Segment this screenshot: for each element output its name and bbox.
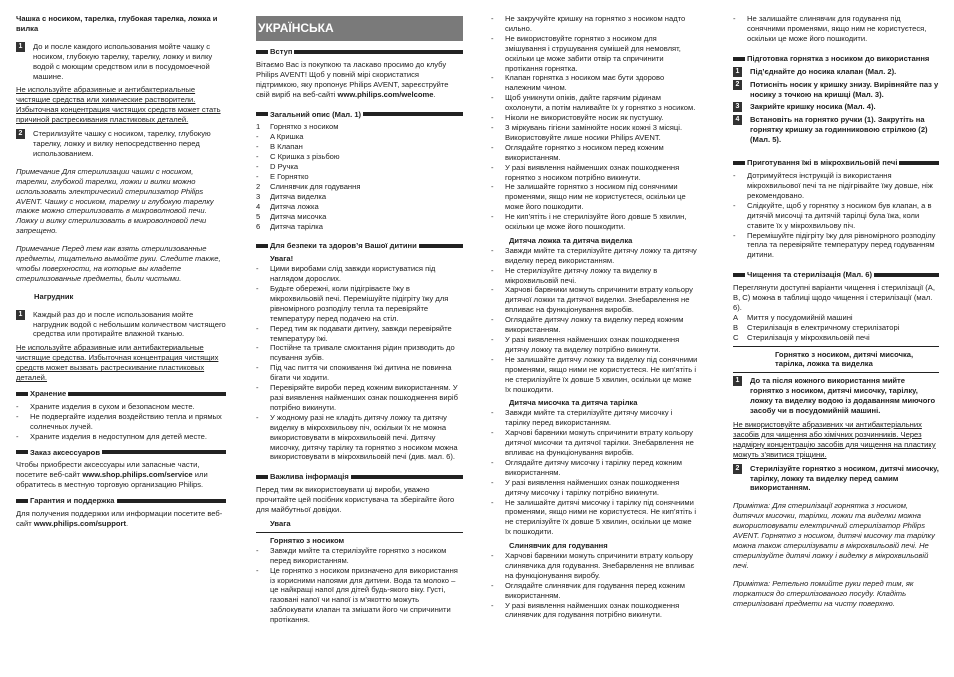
list-bullet: - [256,545,259,555]
list-item [491,478,698,498]
enum-value: B Клапан [270,142,303,152]
list-item [491,581,698,601]
section-title: Важлива інформація [270,472,349,482]
list-item-text: Слідкуйте, щоб у горнятку з носиком був клапан, а в дитячій мисочці та дитячій тарілці була їжа, коли ставите їх у мікрохвильову піч. [747,200,932,230]
section-header [16,448,226,458]
list-item-text: Будьте обережні, коли підігріваєте їжу в мікрохвильовій печі. Перемішуйте підігріту їжу для рівномірного розподілу тепла та перевіряйте температуру перед подачею на стіл. [270,284,449,323]
step-number: 1 [16,42,25,52]
list-item [256,264,463,284]
list-bullet: - [491,285,494,295]
enum-value: Дитяча виделка [270,191,327,201]
step-text: Потисніть носик у кришку знизу. Вирівняйте паз у носику з точкою на кришці (Мал. 3). [750,79,939,99]
list-item [491,34,698,74]
enum-key: - [256,152,259,162]
list-item-text: З міркувань гігієни замінюйте носик кожні 3 місяці. Використовуйте лише носики Philips AVENT. [505,122,683,142]
section-header [256,110,463,120]
list-bullet: - [491,73,494,83]
subheading: Увага! [270,254,294,264]
step-text: До и после каждого использования мойте чашку с носиком, глубокую тарелку, тарелку, ложку и вилку водой с моющим средством или в посудомоечной машине. [33,41,213,81]
list-bullet: - [491,122,494,132]
text: или обратитесь в местную торговую организацию Philips. [16,470,208,490]
list-item [491,93,698,113]
column-ukrainian-2 [491,14,698,620]
enum-item [256,162,463,172]
enum-item [256,132,463,142]
list-item-text: Перед тим як подавати дитину, завжди перевіряйте температуру їжі. [270,323,452,343]
list-item-text: У разі виявлення найменших ознак пошкодження дитячу мисочку і тарілку потрібно викинути. [505,477,680,497]
list-item [733,231,939,261]
list-item-text: Не кип’ятіть і не стерилізуйте його довше 5 хвилин, оскільки це може його пошкодити. [505,212,687,232]
step-item [733,67,939,77]
list-item-text: Не закручуйте кришку на горнятко з носиком надто сильно. [505,14,686,33]
list-bullet: - [491,14,494,23]
list-item-text: Постійне та тривале смоктання рідин призводить до псування зубів. [270,343,455,363]
enum-value: C Кришка з різьбою [270,152,340,162]
warning-text: Не используйте абразивные и антибактериальные чистящие средства или химические растворители. Избыточная концентрация чистящих средств может стать причиной растрескивания пластиковых деталей. [16,85,221,125]
list-item [491,14,698,34]
subheading: Слинявчик для годування [509,541,608,551]
step-number: 1 [733,67,742,77]
text: Для получения поддержки или информации посетите веб-сайт [16,509,223,528]
list-item [256,363,463,383]
list-item [256,546,463,566]
step-item [733,115,939,145]
list-item [733,171,939,201]
prep-steps [733,67,939,146]
section-header [16,389,226,399]
language-title: УКРАЇНСЬКА [256,16,463,41]
section-title: Хранение [30,389,67,398]
list-item [491,551,698,581]
list-item [491,123,698,143]
enum-value: Слинявчик для годування [270,181,361,191]
column-russian [16,14,226,529]
list-bullet: - [491,457,494,467]
enum-key: A [733,312,739,322]
list-item-text: Не залишайте горнятко з носиком під сонячними променями, якщо ним не користуєтеся, оскільки це може його пошкодити. [505,182,686,212]
section-header [733,270,939,280]
step-text: Каждый раз до и после использования мойте нагрудник водой с небольшим количеством чистящего средства или протирайте влажной тканью. [33,309,226,339]
list-item-text: Не залишайте дитячі мисочку і тарілку під сонячними променями, якщо ними не користуєтеся. Не кип’ятіть і не стерилізуйте їх довше 5 хвилин, оскільки це може їх пошкодити. [505,497,697,537]
list-item [491,601,698,621]
subheading: Дитяча мисочка та дитяча тарілка [509,398,638,408]
list-item [491,285,698,315]
list-item-text: Оглядайте горнятко з носиком перед кожним використанням. [505,142,664,162]
step-number: 2 [733,464,742,474]
list-bullet: - [733,200,736,210]
list-item-text: Оглядайте дитячу мисочку і тарілку перед кожним використанням. [505,457,682,477]
list-item-text: Оглядайте дитячу ложку та виделку перед кожним використанням. [505,315,684,335]
list-item-text: Не подвергайте изделия воздействию тепла и прямых солнечных лучей. [30,411,222,431]
cup-list [256,546,463,625]
enum-item [733,313,939,323]
step-number: 1 [16,310,25,320]
list-bullet: - [256,264,259,274]
section-title: Заказ аксессуаров [30,447,100,457]
url-link[interactable]: www.shop.philips.com/service [82,470,193,480]
enum-item [256,202,463,212]
list-item: - Не подвергайте изделия воздействию тепла и прямых солнечных лучей. [16,412,226,432]
list-item-text: Не використовуйте горнятко з носиком для змішування і струшування сумішей для немовлят, оскільки це може забити отвір та спричинити протікання горнятка. [505,33,681,73]
bib-list [491,551,698,620]
step-text: Встановіть на горнятко ручки (1). Закрутіть на горнятку кришку за годинниковою стрілкою (2) (Мал. 5). [750,115,928,145]
section-title: Приготування їжі в мікрохвильовій печі [747,158,898,168]
enum-value: A Кришка [270,132,304,142]
section-header [256,472,463,482]
step-text: Під’єднайте до носика клапан (Мал. 2). [750,66,897,76]
list-bullet: - [256,565,259,575]
list-item [491,428,698,458]
list-item-text: Не залишайте слинявчик для годування під сонячними променями, якщо ним не користуєтеся, оскільки це може його пошкодити. [747,14,927,43]
step-text: Стерилизуйте чашку с носиком, тарелку, глубокую тарелку, ложку и вилку непосредственно перед использованием. [33,129,211,158]
list-item [491,73,698,93]
list-item-text: Оглядайте слинявчик для годування перед кожним використанням. [505,580,685,600]
list-bullet: - [491,245,494,255]
enum-key: - [256,171,259,181]
list-item-text: Клапан горнятка з носиком має бути здорово належним чином. [505,73,665,93]
step-text: Закрийте кришку носика (Мал. 4). [750,102,876,112]
list-bullet: - [491,93,494,103]
cleaning-options [733,313,939,343]
enum-key: - [256,132,259,142]
enum-key: 3 [256,191,261,201]
enum-key: 4 [256,201,261,211]
enum-key: C [733,332,739,342]
step-number: 2 [733,80,742,90]
list-item-text: Храните изделия в недоступном для детей месте. [30,431,208,441]
list-bullet: - [491,335,494,344]
section-title: Гарантия и поддержка [30,496,115,506]
note-text: Примечание Перед тем как взять стерилизованные предметы, тщательно вымойте руки. Следите также, чтобы поверхности, на которые вы кладете стерилизованные предметы, были чистыми. [16,244,221,283]
list-item [491,266,698,286]
list-item [491,498,698,538]
list-bullet: - [256,343,259,353]
enum-value: E Горнятко [270,171,309,181]
list-bullet: - [733,230,736,240]
enum-value: Горнятко з носиком [270,122,339,132]
enum-key: B [733,322,739,332]
list-bullet: - [256,412,259,422]
list-item [256,566,463,625]
list-bullet: - [491,33,494,43]
enum-key: 2 [256,181,261,191]
step-item [16,129,226,159]
enum-item [256,142,463,152]
list-bullet: - [256,383,259,393]
enum-item [733,333,939,343]
divider [733,346,939,347]
enum-value: Дитяча тарілка [270,221,323,231]
enum-value: Дитяча мисочка [270,211,327,221]
safety-list [256,264,463,462]
step-item [733,102,939,112]
list-item [491,355,698,395]
list-item [733,201,939,231]
list-item [256,343,463,363]
list-item [491,182,698,212]
text: . [125,518,129,528]
section-title: Вступ [270,47,293,56]
enum-item [256,222,463,232]
step-number: 2 [16,129,25,139]
paragraph [16,460,226,490]
list-bullet: - [256,323,259,333]
list-item-text: Це горнятко з носиком призначено для використання із корисними напоями для дитини. Вода та молоко – це найкращі напої для дітей будь-якого віку. Густі, газовані напої чи напої із м’якоттю можуть заблокувати клапан та змішати його чи спричинити протікання. [270,565,458,625]
list-bullet: - [491,477,494,487]
list-item-text: Харчові барвники можуть спричинити втрату кольору дитячої мисочки та дитячої тарілки. Знебарвлення не впливає на функціонування виробів. [505,428,694,457]
list-bullet: - [491,408,494,418]
enum-item [256,192,463,202]
subheading: Горнятко з носиком [270,535,345,545]
list-bullet: - [733,171,736,181]
section-title: Для безпеки та здоров’я Вашої дитини [270,241,417,251]
text: Чтобы приобрести аксессуары или запасные части, посетите веб-сайт [16,460,200,480]
enum-value: Стерилізація в електричному стерилізаторі [747,322,900,332]
section-title: Підготовка горнятка з носиком до використання [747,53,930,63]
list-item-text: У разі виявлення найменших ознак пошкодження горнятко з носиком потрібно викинути. [505,162,680,182]
spoon-list [491,246,698,395]
list-bullet: - [491,142,494,152]
enum-item [256,212,463,222]
enum-value: Дитяча ложка [270,201,319,211]
subheading: Дитяча ложка та дитяча виделка [509,235,633,245]
list-item: - Храните изделия в недоступном для детей месте. [16,431,208,441]
subheading: Увага [270,518,291,528]
list-item-text: Ніколи не використовуйте носик як пустушку. [505,113,664,123]
enum-item [256,182,463,192]
microwave-list [733,171,939,260]
paragraph: Переглянути доступні варіанти чищення і стерилізації (A, B, C) можна в таблиці щодо чищення і стерилізації (мал. 6). [733,283,935,312]
section-header [256,47,463,57]
step-text: Стерилізуйте горнятко з носиком, дитячі мисочку, тарілку, ложку та виделку перед самим використанням. [750,463,939,493]
step-number: 1 [733,376,742,386]
list-bullet: - [491,315,494,325]
note-text: Примітка: Ретельно помийте руки перед тим, як торкатися до стерилізованого посуду. Кладіть стерилізовані предмети на чисту поверхню. [733,578,914,608]
list-item [491,163,698,183]
step-item [733,376,939,416]
enum-key: 1 [256,122,261,132]
column-ukrainian-1 [256,14,463,625]
list-item-text: Завжди мийте та стерилізуйте дитячу ложку та дитячу виделку перед використанням. [505,245,697,265]
step-item [16,310,226,340]
list-bullet: - [491,428,494,438]
enum-item [256,172,463,182]
list-bullet: - [491,265,494,275]
step-item [733,80,939,100]
list-bullet: - [491,212,494,222]
list-item-text: Щоб уникнути опіків, дайте гарячим рідинам охолонути, а потім наливайте їх у горнятко з носиком. [505,93,696,113]
list-item [256,284,463,324]
url-link[interactable]: www.philips.com/support [33,518,126,528]
section-heading: Чашка с носиком, тарелка, глубокая тарелка, ложка и вилка [16,14,218,33]
list-item [256,383,463,413]
text: . [433,89,436,99]
list-bullet: - [491,162,494,172]
paragraph: Перед тим як використовувати ці вироби, уважно прочитайте цей посібник користувача та зберігайте його для майбутньої довідки. [256,485,455,515]
section-header [733,54,939,64]
list-item [491,315,698,335]
divider [256,532,463,533]
list-item [491,458,698,478]
description-list [256,122,463,231]
section-header [256,241,463,251]
list-item-text: Перемішуйте підігріту їжу для рівномірного розподілу тепла та перевіряйте температуру перед годуванням дитини. [747,230,936,260]
column-ukrainian-3 [733,14,939,608]
enum-value: D Ручка [270,162,299,172]
step-item [16,42,226,82]
section-title: Чищення та стерилізація (Мал. 6) [747,270,872,280]
enum-item [256,122,463,132]
list-bullet: - [491,580,494,590]
enum-value: Стерилізація у мікрохвильовій печі [747,332,870,342]
list-bullet: - [491,600,494,610]
note-text: Примечание Для стерилизации чашки с носиком, тарелки, глубокой тарелки, ложки и вилки можно использовать электрический стерилизатор Philips AVENT. Чашку с носиком, тарелку и глубокую тарелку также можно стерилизовать в микроволновой печи. Ложку и вилку стерилизовать в микроволновой печи запрещено. [16,166,214,236]
section-header [16,496,226,506]
note-text: Примітка: Для стерилізації горнятка з носиком, дитячих мисочки, тарілки, ложки та виделки можна використовувати електричний стерилізатор Philips AVENT. Горнятко з носиком, дитячі мисочку та тарілку можна також стерилізувати в мікрохвильовій печі. Не стерилізуйте дитячі ложку і виделку в мікрохвильовій печі. [733,501,935,570]
list-bullet: - [491,354,494,364]
enum-value: Миття у посудомийній машині [747,312,853,322]
list-item-text: Не залишайте дитячу ложку та виделку під сонячними променями, якщо ними не користуєтеся. Не кип’ятіть і не стерилізуйте їх довше 5 хвилин, оскільки це може їх пошкодити. [505,354,698,394]
enum-key: - [256,142,259,152]
list-item-text: У разі виявлення найменших ознак пошкодження дитячу ложку та виделку потрібно викинути. [505,335,680,354]
list-item-text: Перевіряйте вироби перед кожним використанням. У разі виявлення найменших ознак пошкодження виріб потрібно викинути. [270,383,458,412]
step-text: До та після кожного використання мийте горнятко з носиком, дитячі мисочку, тарілку, ложку та виделку водою із додаванням миючого засобу чи в посудомийній машині. [750,376,936,416]
url-link[interactable]: www.philips.com/welcome [337,89,434,99]
list-bullet: - [491,497,494,507]
list-item-text: Храните изделия в сухом и безопасном месте. [30,401,195,411]
list-item [491,246,698,266]
list-item [256,324,463,344]
list-item [491,212,698,232]
list-item-text: Харчові барвники можуть спричинити втрату кольору слинявчика для годування. Знебарвлення не впливає на функціонування виробу. [505,551,695,580]
list-item: - Храните изделия в сухом и безопасном месте. [16,401,195,411]
list-item-text: Харчові барвники можуть спричинити втрату кольору дитячої ложки та дитячої виделки. Знебарвлення не впливає на функціонування виробів. [505,285,693,315]
list-item-text: Під час пиття чи споживання їжі дитина не повинна бігати чи ходити. [270,363,452,383]
list-bullet: - [491,182,494,192]
list-item: - Не залишайте слинявчик для годування під сонячними променями, якщо ним не користуєтеся, оскільки це може його пошкодити. [733,14,939,44]
text: Вітаємо Вас із покупкою та ласкаво просимо до клубу Philips AVENT! Щоб у повній мірі скористатися підтримкою, яку пропонує Philips AVENT, зареєструйте свій виріб на веб-сайті [256,59,449,99]
list-item-text: У жодному разі не кладіть дитячу ложку та дитячу виделку в мікрохвильову піч, оскільки їх не можна використовувати в мікрохвильовій печі. Дитячу мисочку, дитячу тарілку та горнятко з носиком можна використовувати в мікрохвильовій печі (див. мал. 6). [270,412,458,462]
enum-key: 6 [256,221,261,231]
list-item [491,335,698,355]
list-item-text: Дотримуйтеся інструкцій із використання мікрохвильової печі та не підігрівайте їжу довше, ніж рекомендовано. [747,171,933,200]
paragraph [256,60,463,100]
cup-list-continued [491,14,698,232]
divider [733,372,939,373]
list-item [256,413,463,463]
warning-text: Не используйте абразивные или антибактериальные чистящие средства. Избыточная концентрация чистящих средств может вызвать растрескивание пластиковых деталей. [16,343,219,383]
warning-text: Не використовуйте абразивних чи антибактеріальних засобів для чищення або хімічних розчинників. Через надмірну концентрацію засобів для чищення на пластику можуть з’явитися тріщини. [733,420,936,459]
list-item-text: Завжди мийте та стерилізуйте горнятко з носиком перед використанням. [270,545,447,565]
section-heading: Нагрудник [34,291,74,301]
step-number: 4 [733,115,742,125]
enum-item [733,323,939,333]
step-item [733,464,939,494]
list-bullet: - [491,551,494,561]
bowl-list [491,408,698,537]
list-item-text: У разі виявлення найменших ознак пошкодження слинявчик для годування потрібно викинути. [505,600,680,620]
subheading: Горнятко з носиком, дитячі мисочка, тарілка, ложка та виделка [775,349,914,369]
paragraph [16,509,226,529]
enum-key: 5 [256,211,261,221]
step-number: 3 [733,102,742,112]
list-item [491,113,698,123]
list-item [491,408,698,428]
enum-key: - [256,162,259,172]
list-bullet: - [256,284,259,294]
list-item [491,143,698,163]
list-item-text: Не стерилізуйте дитячу ложку та виделку в мікрохвильовій печі. [505,265,658,285]
section-header [733,158,939,168]
list-bullet: - [491,113,494,123]
section-title: Загальний опис (Мал. 1) [270,109,362,119]
list-item-text: Завжди мийте та стерилізуйте дитячу мисочку і тарілку перед використанням. [505,408,673,428]
list-item-text: Цими виробами слід завжди користуватися під наглядом дорослих. [270,264,436,284]
enum-item [256,152,463,162]
list-bullet: - [256,363,259,373]
